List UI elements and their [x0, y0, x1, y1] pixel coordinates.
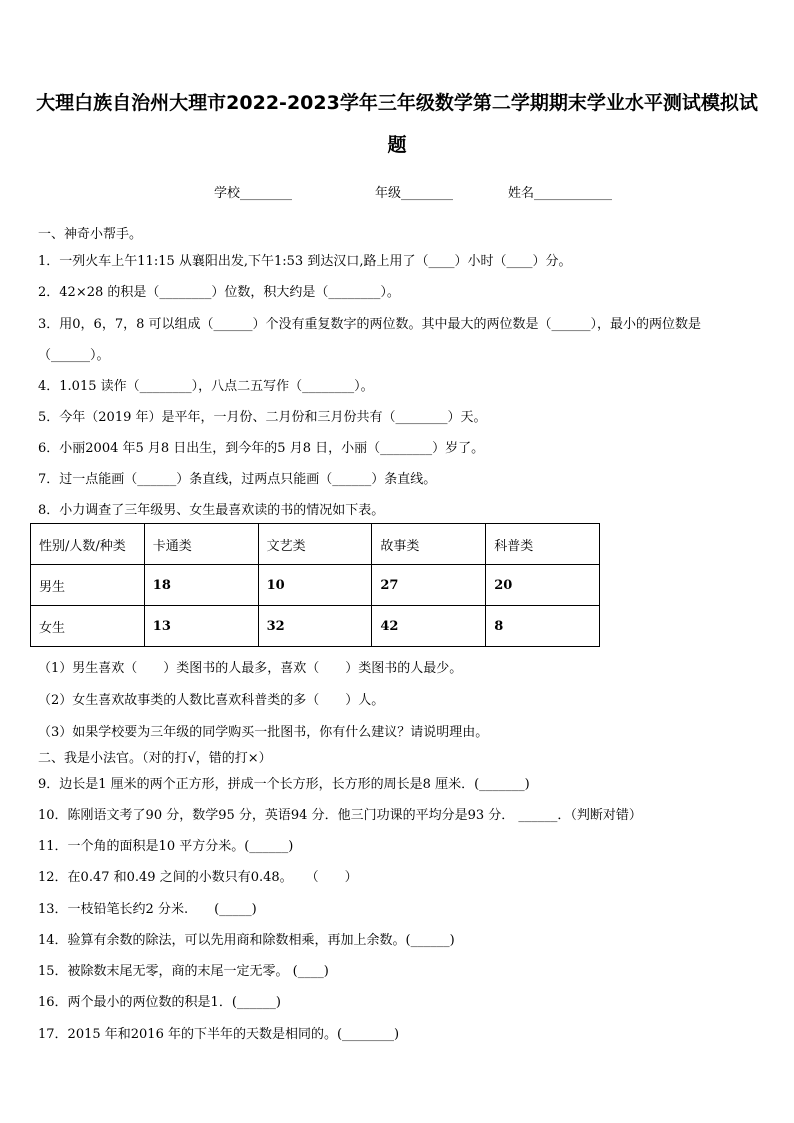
- table-cell: 42: [372, 606, 486, 647]
- table-row: [31, 565, 600, 606]
- question-8-part-1: （1）男生喜欢（ ）类图书的人最多，喜欢（ ）类图书的人最少。: [38, 661, 463, 676]
- question-6: 6．小丽2004 年5 月8 日出生，到今年的5 月8 日，小丽（________）岁了。: [38, 441, 485, 456]
- question-8-part-2: （2）女生喜欢故事类的人数比喜欢科普类的多（ ）人。: [38, 693, 385, 708]
- table-cell: 27: [372, 565, 486, 606]
- table-cell: 8: [486, 606, 600, 647]
- survey-table: [30, 523, 600, 647]
- table-cell: 18: [144, 565, 258, 606]
- question-12: 12．在0.47 和0.49 之间的小数只有0.48。 （ ）: [38, 870, 358, 885]
- question-9: 9．边长是1 厘米的两个正方形，拼成一个长方形，长方形的周长是8 厘米．(_______): [38, 777, 530, 792]
- table-row: [31, 606, 600, 647]
- question-10: 10．陈刚语文考了90 分，数学95 分，英语94 分．他三门功课的平均分是93 分． ______．（判断对错）: [38, 808, 642, 823]
- question-4: 4．1.015 读作（________），八点二五写作（________）。: [38, 379, 374, 394]
- question-13: 13．一枝铅笔长约2 分米. (_____): [38, 902, 257, 917]
- section-2-heading: 二、我是小法官。（对的打√，错的打×）: [38, 751, 272, 766]
- question-16: 16．两个最小的两位数的积是1．(______): [38, 995, 281, 1010]
- table-header-cell: 文艺类: [258, 524, 372, 565]
- table-cell: 32: [258, 606, 372, 647]
- question-5: 5．今年（2019 年）是平年，一月份、二月份和三月份共有（________）天。: [38, 410, 487, 425]
- table-header-cell: 科普类: [486, 524, 600, 565]
- document-title-line-2: 题: [387, 134, 407, 156]
- question-8: 8．小力调查了三年级男、女生最喜欢读的书的情况如下表。: [38, 503, 385, 518]
- question-15: 15．被除数末尾无零，商的末尾一定无零。 (____): [38, 964, 329, 979]
- question-11: 11．一个角的面积是10 平方分米。(______): [38, 839, 294, 854]
- document-title-line-1: 大理白族自治州大理市2022-2023学年三年级数学第二学期期末学业水平测试模拟试: [36, 92, 758, 114]
- question-14: 14．验算有余数的除法，可以先用商和除数相乘，再加上余数。(______): [38, 933, 455, 948]
- section-1-heading: 一、神奇小帮手。: [38, 227, 143, 242]
- question-8-part-3: （3）如果学校要为三年级的同学购买一批图书，你有什么建议？请说明理由。: [38, 725, 489, 740]
- table-cell: 13: [144, 606, 258, 647]
- table-header-cell: 故事类: [372, 524, 486, 565]
- table-header-row: [31, 524, 600, 565]
- question-2: 2．42×28 的积是（________）位数，积大约是（________）。: [38, 285, 400, 300]
- question-3: 3．用0，6，7，8 可以组成（______）个没有重复数字的两位数。其中最大的两位数是（______），最小的两位数是: [38, 317, 701, 332]
- question-7: 7．过一点能画（______）条直线，过两点只能画（______）条直线。: [38, 472, 437, 487]
- table-cell: 20: [486, 565, 600, 606]
- question-1: 1．一列火车上午11:15 从襄阳出发,下午1:53 到达汉口,路上用了（____）小时（____）分。: [38, 254, 572, 269]
- table-header-cell: 卡通类: [144, 524, 258, 565]
- question-3-continued: （______）。: [38, 348, 110, 363]
- school-field: 学校________: [214, 186, 293, 201]
- name-field: 姓名____________: [508, 186, 613, 201]
- table-cell: 10: [258, 565, 372, 606]
- table-header-cell: 性别/人数/种类: [31, 524, 145, 565]
- grade-field: 年级________: [375, 186, 454, 201]
- table-cell: 女生: [31, 606, 145, 647]
- question-17: 17．2015 年和2016 年的下半年的天数是相同的。(________): [38, 1027, 400, 1042]
- table-cell: 男生: [31, 565, 145, 606]
